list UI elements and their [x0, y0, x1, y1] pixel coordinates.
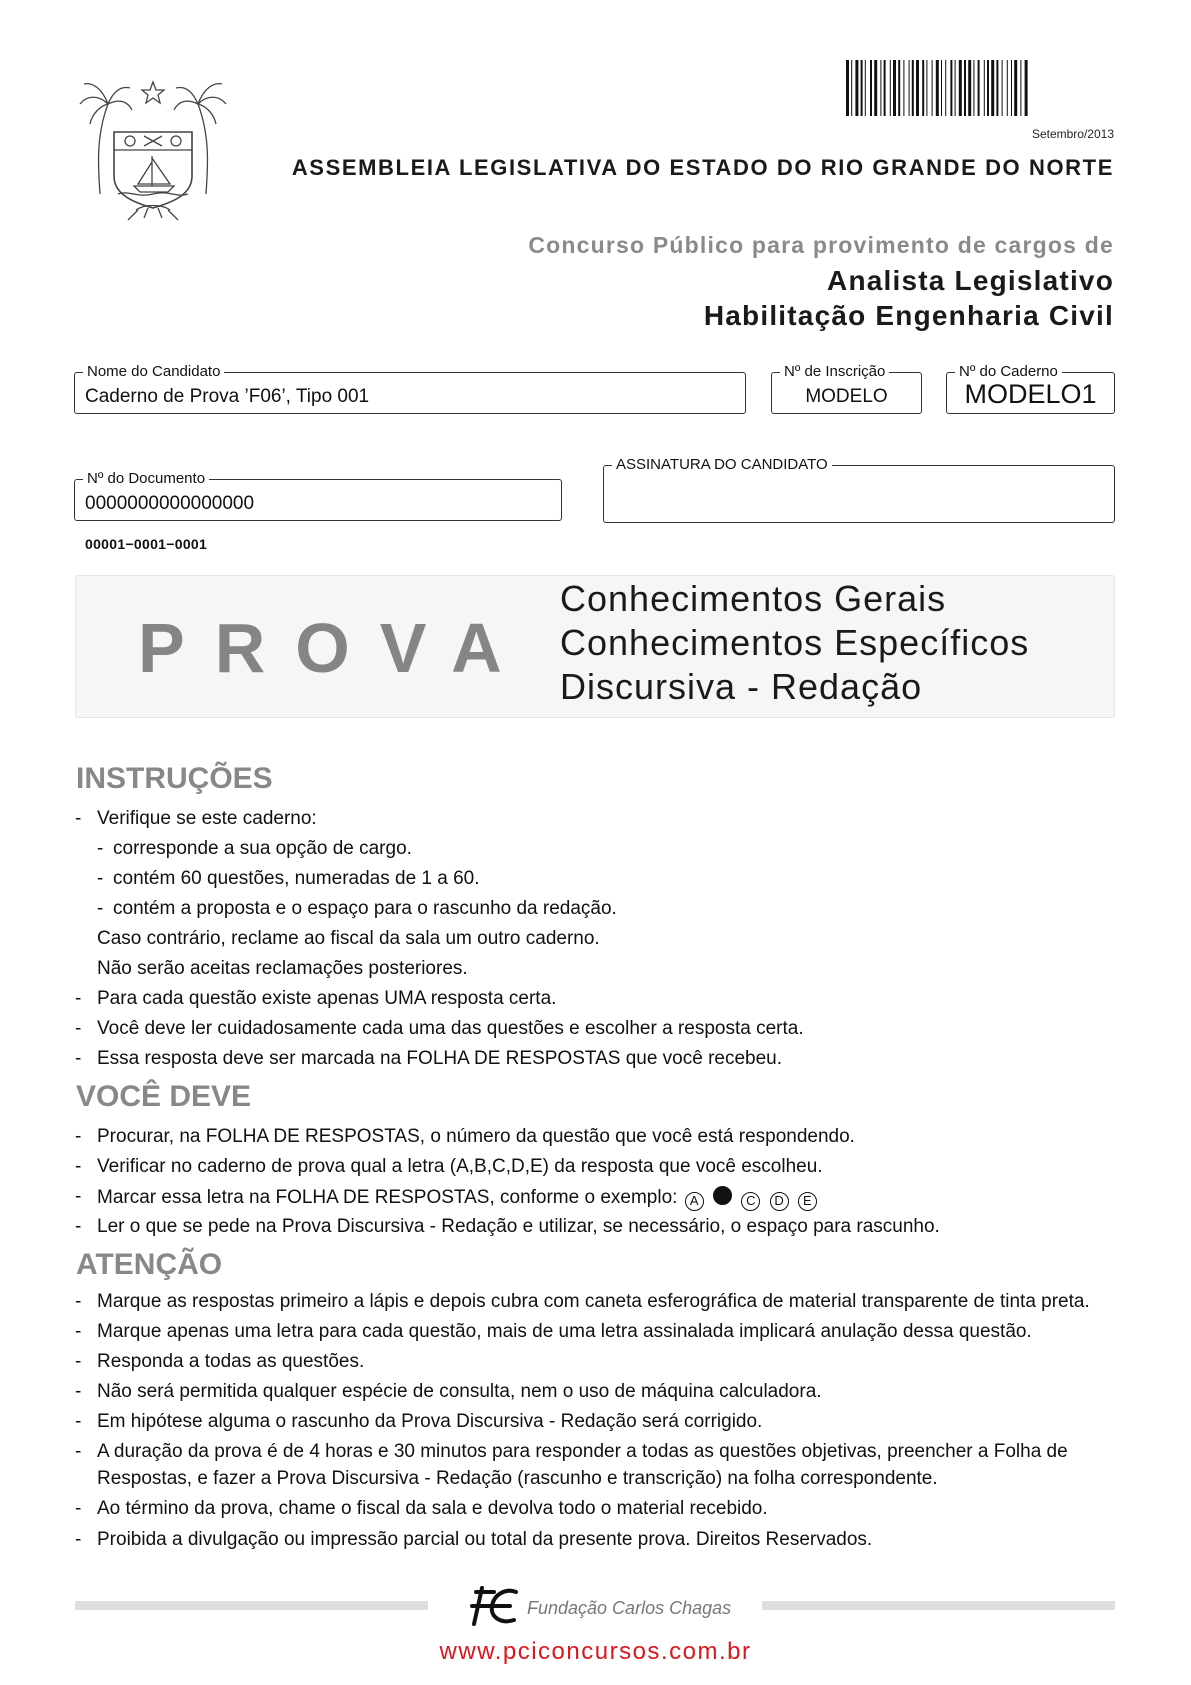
- specialty-title: Habilitação Engenharia Civil: [703, 300, 1114, 331]
- exam-section-item: Conhecimentos Gerais: [560, 578, 947, 619]
- footer-rule-left: [75, 1601, 428, 1610]
- barcode: [846, 60, 1114, 116]
- bullet-dash: -: [75, 1126, 82, 1147]
- you-must-line-text: Marcar essa letra na FOLHA DE RESPOSTAS, conforme o exemplo:: [97, 1187, 678, 1208]
- exam-word: PROVA: [138, 609, 532, 687]
- exam-sections: [560, 577, 1029, 709]
- you-must-line: [97, 1186, 819, 1211]
- document-number-label: Nº do Documento: [83, 470, 209, 488]
- registration-number-field[interactable]: [771, 363, 922, 414]
- instruction-line: Você deve ler cuidadosamente cada uma das questões e escolher a resposta certa.: [97, 1018, 804, 1039]
- document-number-field[interactable]: [74, 470, 562, 521]
- bullet-dash: -: [75, 1381, 82, 1402]
- bullet-dash: -: [75, 1048, 82, 1069]
- fcc-logo-icon: [464, 1584, 520, 1628]
- you-must-line: Procurar, na FOLHA DE RESPOSTAS, o número da questão que você está respondendo.: [97, 1126, 855, 1147]
- candidate-name-field[interactable]: [74, 363, 746, 414]
- bullet-dash: -: [75, 1529, 82, 1550]
- bullet-dash: -: [75, 1216, 82, 1237]
- instruction-line: Essa resposta deve ser marcada na FOLHA DE RESPOSTAS que você recebeu.: [97, 1048, 783, 1069]
- bullet-dash: -: [97, 898, 104, 919]
- bullet-dash: -: [75, 1018, 82, 1039]
- institution-name: ASSEMBLEIA LEGISLATIVA DO ESTADO DO RIO GRANDE DO NORTE: [291, 155, 1114, 180]
- bullet-dash: -: [75, 1156, 82, 1177]
- answer-bubble-d: D: [770, 1192, 789, 1211]
- bullet-dash: -: [75, 1498, 82, 1519]
- bullet-dash: -: [75, 1291, 82, 1312]
- bullet-dash: -: [97, 868, 104, 889]
- answer-bubble-b-filled: [713, 1186, 732, 1205]
- instruction-line: contém a proposta e o espaço para o rascunho da redação.: [113, 898, 617, 919]
- you-must-line: Verificar no caderno de prova qual a letra (A,B,C,D,E) da resposta que você escolheu.: [97, 1156, 823, 1177]
- booklet-number-field[interactable]: [946, 363, 1115, 414]
- instruction-line: Caso contrário, reclame ao fiscal da sala um outro caderno.: [97, 928, 600, 949]
- instruction-line: contém 60 questões, numeradas de 1 a 60.: [113, 868, 480, 889]
- attention-line: Marque as respostas primeiro a lápis e depois cubra com caneta esferográfica de material transparente de tinta preta.: [97, 1291, 1090, 1312]
- signature-label: ASSINATURA DO CANDIDATO: [612, 456, 832, 474]
- instructions-heading: INSTRUÇÕES: [76, 762, 273, 795]
- sequence-code: 00001−0001−0001: [85, 536, 208, 552]
- instruction-line: corresponde a sua opção de cargo.: [113, 838, 412, 859]
- attention-line: Proibida a divulgação ou impressão parcial ou total da presente prova. Direitos Reservados.: [97, 1529, 873, 1550]
- bullet-dash: -: [75, 988, 82, 1009]
- attention-line: Em hipótese alguma o rascunho da Prova Discursiva - Redação será corrigido.: [97, 1411, 763, 1432]
- bullet-dash: -: [75, 808, 82, 829]
- bullet-dash: -: [75, 1321, 82, 1342]
- booklet-number-label: Nº do Caderno: [955, 363, 1062, 381]
- attention-line: Responda a todas as questões.: [97, 1351, 365, 1372]
- instruction-line: Não serão aceitas reclamações posteriores.: [97, 958, 468, 979]
- attention-line: A duração da prova é de 4 horas e 30 minutos para responder a todas as questões objetivas, preencher a Folha de: [97, 1441, 1068, 1462]
- exam-date: Setembro/2013: [1031, 127, 1114, 141]
- answer-bubble-c: C: [741, 1192, 760, 1211]
- contest-subtitle: Concurso Público para provimento de cargos de: [528, 232, 1114, 258]
- bullet-dash: -: [75, 1351, 82, 1372]
- document-number-value: 0000000000000000: [85, 493, 255, 514]
- candidate-name-label: Nome do Candidato: [83, 363, 224, 381]
- instruction-line: Verifique se este caderno:: [97, 808, 317, 829]
- attention-heading: ATENÇÃO: [76, 1248, 223, 1281]
- exam-section-item: Discursiva - Redação: [560, 666, 923, 707]
- candidate-name-value: Caderno de Prova ’F06’, Tipo 001: [85, 386, 370, 407]
- you-must-heading: VOCÊ DEVE: [76, 1080, 252, 1113]
- answer-bubble-e: E: [798, 1192, 817, 1211]
- signature-field[interactable]: [603, 456, 1115, 523]
- instruction-line: Para cada questão existe apenas UMA resposta certa.: [97, 988, 557, 1009]
- attention-line: Respostas, e fazer a Prova Discursiva - Redação (rascunho e transcrição) na folha correspondente.: [97, 1468, 938, 1489]
- you-must-line: Ler o que se pede na Prova Discursiva - Redação e utilizar, se necessário, o espaço para rascunho.: [97, 1216, 940, 1237]
- booklet-number-value: MODELO1: [964, 379, 1097, 409]
- bullet-dash: -: [75, 1441, 82, 1462]
- attention-line: Marque apenas uma letra para cada questão, mais de uma letra assinalada implicará anulação dessa questão.: [97, 1321, 1032, 1342]
- attention-line: Ao término da prova, chame o fiscal da sala e devolva todo o material recebido.: [97, 1498, 768, 1519]
- attention-line: Não será permitida qualquer espécie de consulta, nem o uso de máquina calculadora.: [97, 1381, 822, 1402]
- registration-number-label: Nº de Inscrição: [780, 363, 889, 381]
- bullet-dash: -: [97, 838, 104, 859]
- exam-section-item: Conhecimentos Específicos: [560, 622, 1030, 663]
- footer-rule-right: [762, 1601, 1115, 1610]
- coat-of-arms-emblem: [78, 76, 228, 222]
- bullet-dash: -: [75, 1186, 82, 1207]
- role-title: Analista Legislativo: [827, 265, 1114, 296]
- website-link[interactable]: www.pciconcursos.com.br: [439, 1638, 752, 1665]
- bullet-dash: -: [75, 1411, 82, 1432]
- registration-number-value: MODELO: [805, 386, 888, 407]
- answer-bubble-a: A: [685, 1192, 704, 1211]
- foundation-name: Fundação Carlos Chagas: [527, 1598, 732, 1618]
